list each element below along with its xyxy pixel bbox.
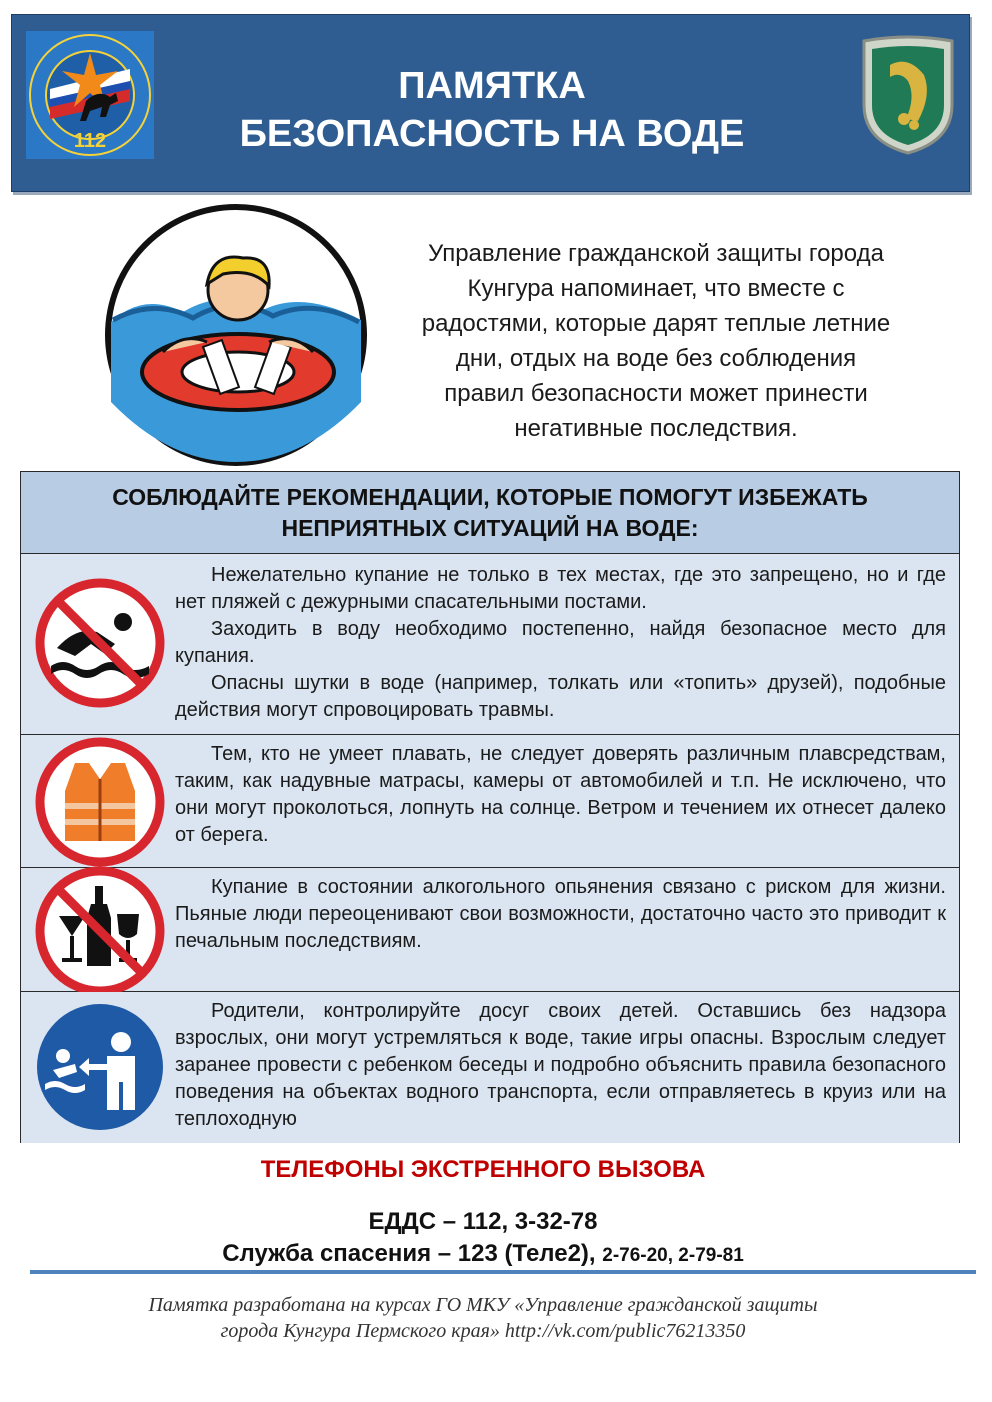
footer-line2: города Кунгура Пермского края» http://vk.com/public76213350 xyxy=(220,1320,746,1342)
recommendations-heading xyxy=(21,472,959,554)
rescue-phone-extra: 2-76-20, 2-79-81 xyxy=(602,1245,744,1266)
life-vest-icon xyxy=(31,733,169,871)
rescue-phone-main: Служба спасения – 123 (Теле2), xyxy=(222,1240,596,1267)
intro-line: радостями, которые дарят теплые летние xyxy=(421,310,891,337)
no-swimming-icon xyxy=(31,574,169,712)
recommendation-paragraph: Тем, кто не умеет плавать, не следует доверять различным плавсредствам, таким, как надувные матрасы, камеры от автомобилей и т.п. Не исключено, что они могут проколоться, лопнуть на солнце. Ветром и течением их отнесет далеко от берега. xyxy=(175,743,946,846)
rescue-phone xyxy=(0,1240,966,1268)
intro-line: Кунгура напоминает, что вместе с xyxy=(467,275,845,302)
supervise-children-icon xyxy=(31,998,169,1136)
recommendation-text xyxy=(175,562,946,724)
recommendation-paragraph: Купание в состоянии алкогольного опьянения связано с риском для жизни. Пьяные люди переоценивают свои возможности, достаточно часто это приводит к печальным последствиям. xyxy=(175,876,946,952)
recommendation-paragraph: Нежелательно купание не только в тех местах, где это запрещено, но и где нет пляжей с дежурными спасательными постами. xyxy=(175,564,946,613)
edds-emblem-icon xyxy=(26,31,154,159)
footer-credit xyxy=(0,1292,966,1344)
heading-line2: НЕПРИЯТНЫХ СИТУАЦИЙ НА ВОДЕ: xyxy=(281,515,699,541)
recommendation-paragraph: Заходить в воду необходимо постепенно, найдя безопасное место для купания. xyxy=(175,618,946,667)
edds-phone: ЕДДС – 112, 3-32-78 xyxy=(368,1208,598,1235)
header-banner xyxy=(11,14,970,192)
footer-line1: Памятка разработана на курсах ГО МКУ «Управление гражданской защиты xyxy=(148,1294,818,1316)
recommendations-table xyxy=(20,471,960,1143)
page-title-line1: ПАМЯТКА xyxy=(398,65,586,107)
intro-line: Управление гражданской защиты города xyxy=(428,240,884,267)
intro-line: дни, отдых на воде без соблюдения xyxy=(455,345,857,372)
intro-line: негативные последствия. xyxy=(514,415,798,442)
intro-paragraph xyxy=(386,236,926,446)
emblem-number: 112 xyxy=(73,130,107,152)
kungur-coat-of-arms-icon xyxy=(858,35,958,157)
recommendation-text xyxy=(175,874,946,955)
recommendation-paragraph: Опасны шутки в воде (например, толкать или «топить» друзей), подобные действия могут спровоцировать травмы. xyxy=(175,672,946,721)
boy-in-life-ring-icon xyxy=(103,202,369,468)
recommendation-row-no-alcohol xyxy=(21,868,959,992)
recommendation-row-supervise-children xyxy=(21,992,959,1143)
emergency-title: ТЕЛЕФОНЫ ЭКСТРЕННОГО ВЫЗОВА xyxy=(260,1156,706,1183)
page-title-line2: БЕЗОПАСНОСТЬ НА ВОДЕ xyxy=(239,113,745,155)
recommendation-row-no-swimming xyxy=(21,554,959,735)
recommendation-text xyxy=(175,998,946,1133)
heading-line1: СОБЛЮДАЙТЕ РЕКОМЕНДАЦИИ, КОТОРЫЕ ПОМОГУТ ИЗБЕЖАТЬ xyxy=(112,484,868,510)
no-alcohol-icon xyxy=(31,862,169,1000)
recommendation-row-life-vest xyxy=(21,735,959,868)
recommendation-text xyxy=(175,741,946,849)
intro-line: правил безопасности может принести xyxy=(444,380,868,407)
divider-line xyxy=(30,1270,976,1274)
recommendation-paragraph: Родители, контролируйте досуг своих детей. Оставшись без надзора взрослых, они могут устремляться к воде, такие игры опасны. Взрослым следует заранее провести с ребенком беседы и подробно объяснить правила безопасного поведения на объектах водного транспорта, если отправляетесь в круиз или на теплоходную xyxy=(175,1000,946,1130)
